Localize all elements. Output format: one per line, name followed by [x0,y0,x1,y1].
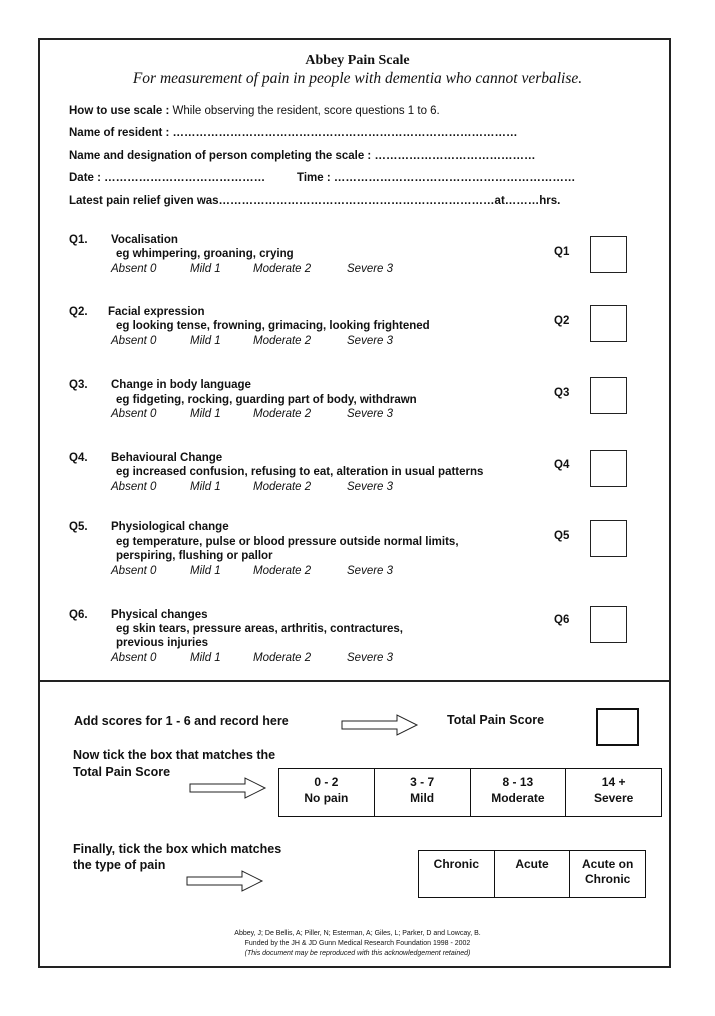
scale-moderate: Moderate 2 [253,263,312,275]
total-pain-score-label: Total Pain Score [447,713,545,727]
tick-instruction-line1: Now tick the box that matches the [73,748,276,762]
category-range: 3 - 7 [410,775,435,789]
question-description: eg skin tears, pressure areas, arthritis, contractures, [116,623,403,635]
scale-absent: Absent 0 [111,565,157,577]
designation-field[interactable]: Name and designation of person completing the scale : …………………………………… [69,150,536,162]
question-description: eg increased confusion, refusing to eat, alteration in usual patterns [116,466,484,478]
q1-score-box[interactable] [590,236,627,273]
category-name: No pain [304,791,349,805]
question-title: Physiological change [111,521,229,533]
footer-funding: Funded by the JH & JD Gunn Medical Research Foundation 1998 - 2002 [244,940,471,947]
resident-name-field[interactable]: Name of resident : ……………………………………………………………………………… [69,127,518,139]
total-score-box[interactable] [596,708,639,746]
question-title: Facial expression [108,306,205,318]
pain-type-table [418,850,646,898]
type-label-line2: Chronic [585,872,631,886]
scale-moderate: Moderate 2 [253,408,312,420]
scale-severe: Severe 3 [347,263,394,275]
score-scale [111,408,393,420]
pain-category-table [278,768,662,817]
question-title: Behavioural Change [111,452,223,464]
question-description: eg temperature, pulse or blood pressure outside normal limits, [116,536,459,548]
question-title: Change in body language [111,379,251,391]
score-scale [111,263,393,275]
scale-mild: Mild 1 [190,652,221,664]
type-acute-on-chronic[interactable] [570,851,645,897]
question-description: eg fidgeting, rocking, guarding part of body, withdrawn [116,394,417,406]
score-label: Q2 [554,315,570,327]
footer-authors: Abbey, J; De Bellis, A; Piller, N; Esterman, A; Giles, L; Parker, D and Lowcay, B. [234,930,481,937]
question-description: eg looking tense, frowning, grimacing, looking frightened [116,320,430,332]
scale-moderate: Moderate 2 [253,652,312,664]
arrow-right-icon [189,777,267,799]
score-label: Q5 [554,530,570,542]
score-scale [111,335,393,347]
question-number: Q2. [69,306,88,318]
type-label: Acute [515,857,549,871]
tick-instruction-line2: Total Pain Score [73,765,171,779]
scale-severe: Severe 3 [347,481,394,493]
q3-score-box[interactable] [590,377,627,414]
score-label: Q1 [554,246,570,258]
q4-score-box[interactable] [590,450,627,487]
question-number: Q6. [69,609,88,621]
scale-absent: Absent 0 [111,652,157,664]
question-description: perspiring, flushing or pallor [116,550,273,562]
type-instruction-line2: the type of pain [73,858,166,872]
type-chronic[interactable] [419,851,495,897]
category-mild[interactable] [375,769,471,816]
category-name: Mild [410,791,435,805]
question-description: eg whimpering, groaning, crying [116,248,294,260]
question-number: Q3. [69,379,88,391]
category-name: Severe [593,791,634,805]
scale-severe: Severe 3 [347,652,394,664]
form-title: Abbey Pain Scale [305,53,410,68]
form-subtitle: For measurement of pain in people with dementia who cannot verbalise. [132,70,583,87]
how-to-use-label: How to use scale : [69,105,170,117]
scale-moderate: Moderate 2 [253,335,312,347]
footer-note: (This document may be reproduced with this acknowledgement retained) [244,950,471,957]
scale-severe: Severe 3 [347,565,394,577]
question-number: Q4. [69,452,88,464]
time-field[interactable]: Time : ……………………………………………………… [297,172,576,184]
scale-absent: Absent 0 [111,481,157,493]
arrow-right-icon [341,714,419,736]
type-instruction-line1: Finally, tick the box which matches [73,842,282,856]
score-scale [111,481,393,493]
pain-relief-field[interactable]: Latest pain relief given was………………………………………………………………at………hrs. [69,195,561,207]
q2-score-box[interactable] [590,305,627,342]
q6-score-box[interactable] [590,606,627,643]
question-number: Q5. [69,521,88,533]
category-moderate[interactable] [471,769,567,816]
score-label: Q3 [554,387,570,399]
scale-absent: Absent 0 [111,408,157,420]
q5-score-box[interactable] [590,520,627,557]
scale-moderate: Moderate 2 [253,481,312,493]
category-name: Moderate [491,791,545,805]
scale-moderate: Moderate 2 [253,565,312,577]
question-title: Physical changes [111,609,208,621]
how-to-use-line [69,105,440,117]
scale-mild: Mild 1 [190,481,221,493]
scale-mild: Mild 1 [190,263,221,275]
category-range: 0 - 2 [314,775,339,789]
scale-severe: Severe 3 [347,335,394,347]
add-scores-label: Add scores for 1 - 6 and record here [74,714,289,728]
category-severe[interactable] [566,769,661,816]
arrow-right-icon [186,870,264,892]
type-label: Chronic [433,857,479,871]
score-label: Q4 [554,459,570,471]
scale-absent: Absent 0 [111,263,157,275]
type-acute[interactable] [495,851,571,897]
scale-mild: Mild 1 [190,565,221,577]
score-label: Q6 [554,614,570,626]
category-no-pain[interactable] [279,769,375,816]
scale-mild: Mild 1 [190,335,221,347]
category-range: 8 - 13 [502,775,534,789]
how-to-use-text: While observing the resident, score questions 1 to 6. [172,105,440,117]
question-number: Q1. [69,234,88,246]
scale-mild: Mild 1 [190,408,221,420]
section-divider [38,680,671,682]
category-range: 14 + [601,775,626,789]
date-field[interactable]: Date : …………………………………… [69,172,266,184]
type-label: Acute on [582,857,634,871]
score-scale [111,565,393,577]
question-title: Vocalisation [111,234,178,246]
scale-absent: Absent 0 [111,335,157,347]
question-description: previous injuries [116,637,209,649]
score-scale [111,652,393,664]
scale-severe: Severe 3 [347,408,394,420]
